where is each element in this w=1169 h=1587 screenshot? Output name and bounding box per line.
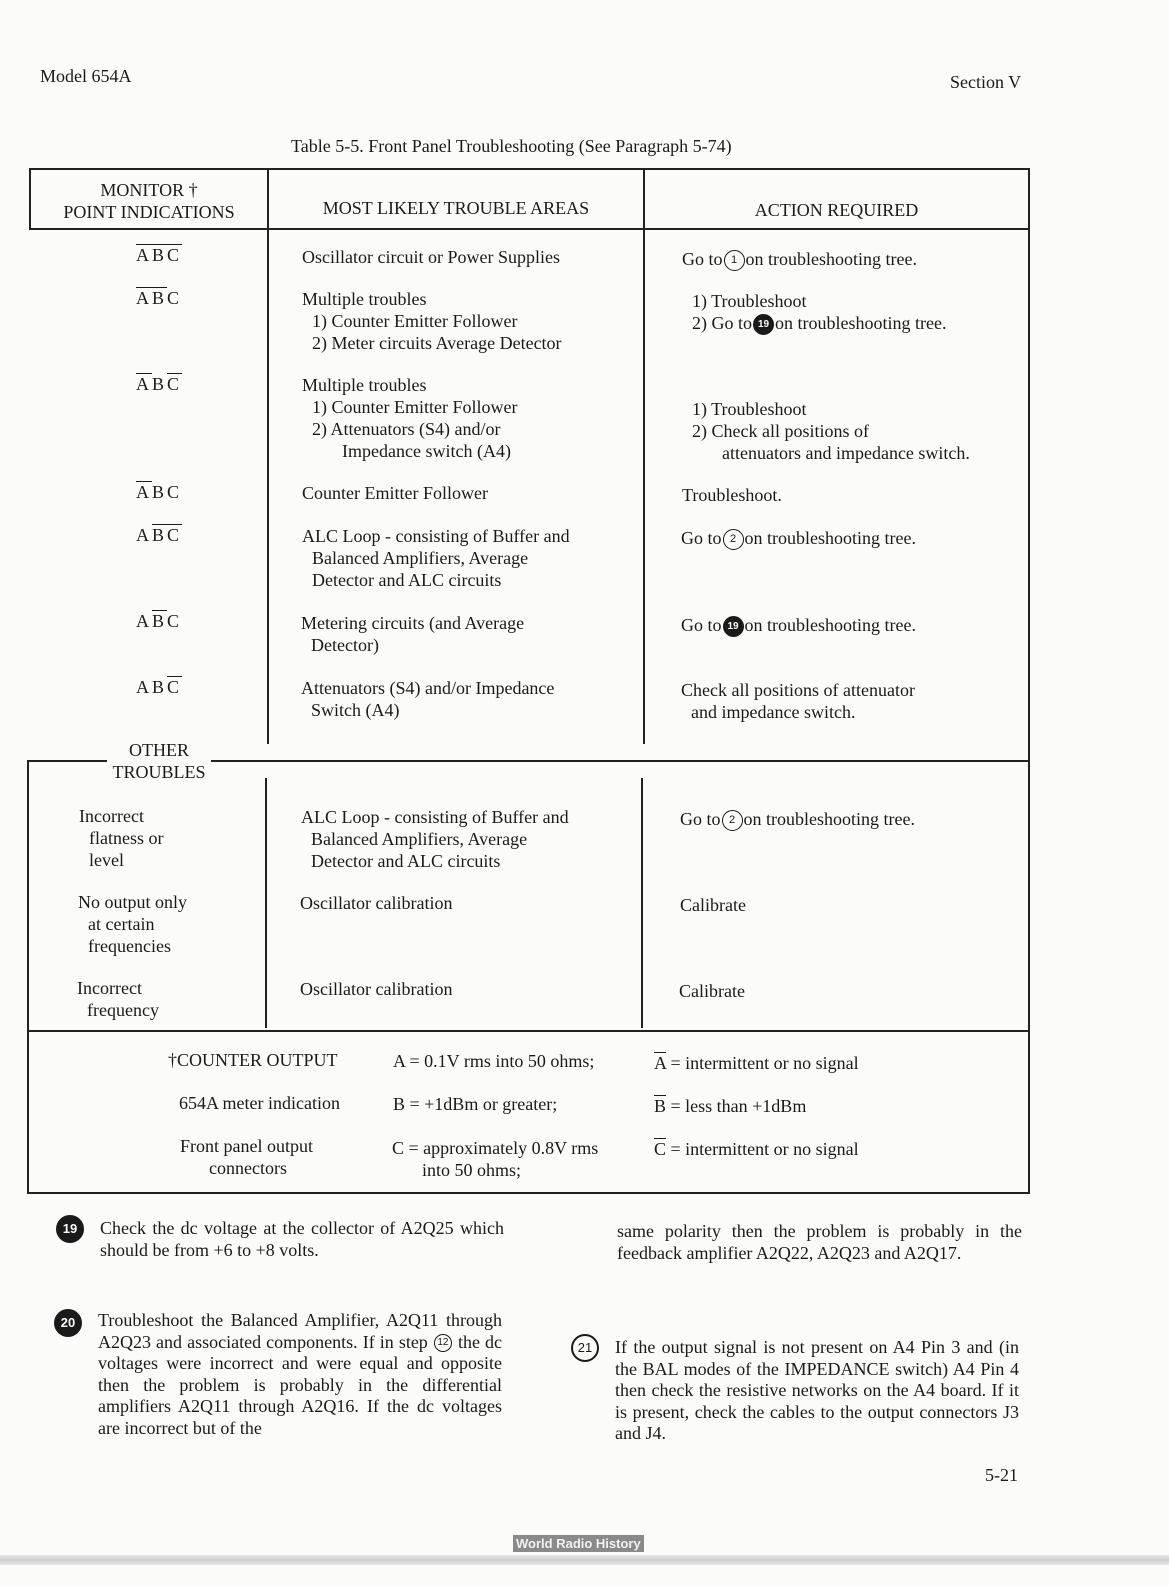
trouble-row4: Counter Emitter Follower bbox=[302, 483, 488, 503]
legend-def-a: A = 0.1V rms into 50 ohms; bbox=[393, 1051, 595, 1071]
monitor-line: frequency bbox=[87, 1000, 159, 1020]
legend-def-c bbox=[392, 1137, 598, 1181]
monitor-line: Incorrect bbox=[77, 978, 142, 998]
neg-def: = intermittent or no signal bbox=[666, 1139, 859, 1159]
action-row6 bbox=[681, 614, 916, 637]
legend-line: Front panel output bbox=[180, 1136, 313, 1156]
action-text: Go to bbox=[680, 809, 721, 829]
column-divider-2 bbox=[643, 168, 645, 744]
neg-letter: $\overline{B}$ bbox=[654, 1096, 667, 1116]
monitor-line: No output only bbox=[78, 892, 188, 912]
trouble-line: Switch (A4) bbox=[311, 700, 400, 720]
watermark: World Radio History bbox=[513, 1535, 644, 1552]
column-header-monitor bbox=[31, 179, 267, 223]
legend-label-connectors bbox=[180, 1135, 313, 1179]
legend-top-border bbox=[27, 1030, 1030, 1032]
other-trouble-row2: Oscillator calibration bbox=[300, 893, 453, 913]
column-divider-1-lower bbox=[265, 778, 267, 1028]
trouble-item: 1) Counter Emitter Follower bbox=[312, 397, 518, 417]
model-label: Model 654A bbox=[40, 66, 132, 86]
action-row1 bbox=[682, 248, 917, 271]
action-row5 bbox=[681, 527, 916, 550]
step-text: Troubleshoot the Balanced Amplifier, A2Q11 through A2Q23 and associated components. If in step bbox=[98, 1310, 502, 1352]
trouble-head: Multiple troubles bbox=[302, 289, 427, 309]
action-item: 2) Check all positions of bbox=[692, 421, 869, 441]
table-top-border bbox=[29, 168, 1030, 170]
action-text: on troubleshooting tree. bbox=[743, 809, 915, 829]
table-caption: Table 5-5. Front Panel Troubleshooting (See Paragraph 5-74) bbox=[291, 136, 732, 156]
trouble-row6 bbox=[301, 612, 524, 656]
table-right-border bbox=[1028, 168, 1030, 1194]
other-label-line2: TROUBLES bbox=[112, 762, 206, 782]
trouble-item: 2) Meter circuits Average Detector bbox=[312, 333, 562, 353]
step-21-icon bbox=[570, 1334, 600, 1362]
step-text: the dc voltages were incorrect and were equal and opposite then the problem is probably in the differential amplifiers A2Q11 through A2Q16. If the dc voltages are incorrect but of the bbox=[98, 1331, 502, 1438]
step-ref-icon: 19 bbox=[753, 314, 774, 335]
column-header-trouble: MOST LIKELY TROUBLE AREAS bbox=[322, 198, 590, 218]
monitor-indication-row5: $A\overline{B}\overline{C}$ bbox=[136, 525, 183, 545]
trouble-line: Metering circuits (and Average bbox=[301, 613, 525, 633]
trouble-line: Balanced Amplifiers, Average bbox=[312, 548, 529, 568]
step-number: 19 bbox=[56, 1215, 84, 1243]
section-label: Section V bbox=[950, 72, 1022, 92]
other-trouble-row1 bbox=[301, 806, 569, 872]
table-bottom-border bbox=[27, 1192, 1030, 1194]
scan-edge bbox=[0, 1555, 1169, 1565]
monitor-line: at certain bbox=[88, 914, 155, 934]
action-text: on troubleshooting tree. bbox=[744, 528, 916, 548]
trouble-line: Detector and ALC circuits bbox=[312, 570, 502, 590]
trouble-row7 bbox=[301, 677, 554, 721]
column-header-action: ACTION REQUIRED bbox=[754, 200, 919, 220]
trouble-line: Attenuators (S4) and/or Impedance bbox=[301, 678, 555, 698]
other-action-row2: Calibrate bbox=[680, 895, 746, 915]
step-number: 20 bbox=[54, 1309, 82, 1337]
action-text: 2) Go to bbox=[692, 313, 752, 333]
monitor-line: level bbox=[89, 850, 124, 870]
action-row4: Troubleshoot. bbox=[682, 485, 782, 505]
monitor-line: Incorrect bbox=[79, 806, 144, 826]
step-19-continuation: same polarity then the problem is probably in the feedback amplifier A2Q22, A2Q23 and A2Q17. bbox=[617, 1221, 1022, 1263]
other-divider-left bbox=[29, 760, 107, 762]
monitor-indication-row6: $A\overline{B}C$ bbox=[136, 611, 183, 631]
step-20-text bbox=[98, 1310, 502, 1439]
step-ref-icon: 2 bbox=[722, 810, 743, 831]
legend-line: C = approximately 0.8V rms bbox=[392, 1138, 599, 1158]
other-monitor-row3 bbox=[77, 977, 159, 1021]
monitor-indication-row7: $AB\overline{C}$ bbox=[136, 677, 183, 697]
action-row2 bbox=[692, 290, 946, 335]
legend-neg-c bbox=[654, 1138, 859, 1160]
legend-neg-b bbox=[654, 1095, 806, 1117]
step-20-icon bbox=[53, 1309, 83, 1337]
action-item: attenuators and impedance switch. bbox=[722, 443, 970, 463]
other-troubles-label bbox=[107, 739, 211, 783]
trouble-line: Balanced Amplifiers, Average bbox=[311, 829, 528, 849]
monitor-header-line1: MONITOR † bbox=[100, 180, 198, 200]
step-19-icon bbox=[55, 1215, 85, 1243]
other-action-row3: Calibrate bbox=[679, 981, 745, 1001]
trouble-item: 2) Attenuators (S4) and/or bbox=[312, 419, 501, 439]
monitor-indication-row4: $\overline{A}BC$ bbox=[136, 482, 183, 502]
table-left-border-lower bbox=[27, 760, 29, 1194]
action-line: Check all positions of attenuator bbox=[681, 680, 915, 700]
legend-def-b: B = +1dBm or greater; bbox=[393, 1094, 558, 1114]
action-text: Go to bbox=[681, 528, 722, 548]
neg-def: = less than +1dBm bbox=[666, 1096, 807, 1116]
step-number: 21 bbox=[571, 1334, 599, 1362]
trouble-line: Detector) bbox=[311, 635, 379, 655]
step-ref-icon: 12 bbox=[434, 1334, 452, 1352]
step-ref-icon: 1 bbox=[724, 250, 745, 271]
neg-def: = intermittent or no signal bbox=[666, 1053, 859, 1073]
action-row3 bbox=[692, 398, 970, 464]
trouble-row2 bbox=[302, 288, 562, 354]
action-text: on troubleshooting tree. bbox=[745, 249, 917, 269]
legend-label-meter: 654A meter indication bbox=[179, 1093, 340, 1113]
other-action-row1 bbox=[680, 808, 915, 831]
step-ref-icon: 19 bbox=[723, 616, 744, 637]
monitor-line: flatness or bbox=[89, 828, 164, 848]
page-number: 5-21 bbox=[985, 1465, 1018, 1485]
column-divider-2-lower bbox=[641, 778, 643, 1028]
action-item: 1) Troubleshoot bbox=[692, 399, 807, 419]
legend-neg-a bbox=[654, 1052, 859, 1074]
monitor-line: frequencies bbox=[88, 936, 171, 956]
action-text: on troubleshooting tree. bbox=[775, 313, 947, 333]
trouble-line: ALC Loop - consisting of Buffer and bbox=[302, 526, 570, 546]
step-ref-icon: 2 bbox=[723, 529, 744, 550]
legend-line: connectors bbox=[209, 1158, 287, 1178]
action-line: and impedance switch. bbox=[691, 702, 856, 722]
neg-letter: $\overline{A}$ bbox=[654, 1053, 667, 1073]
neg-letter: $\overline{C}$ bbox=[654, 1139, 667, 1159]
legend-line: into 50 ohms; bbox=[422, 1160, 522, 1180]
action-item: 1) Troubleshoot bbox=[692, 291, 807, 311]
other-monitor-row2 bbox=[78, 891, 187, 957]
other-label-line1: OTHER bbox=[129, 740, 189, 760]
monitor-indication-row2: $\overline{A}\overline{B}C$ bbox=[136, 288, 183, 308]
action-row7 bbox=[681, 679, 915, 723]
other-trouble-row3: Oscillator calibration bbox=[300, 979, 453, 999]
action-text: Go to bbox=[681, 615, 722, 635]
action-item bbox=[692, 312, 946, 335]
trouble-row3 bbox=[302, 374, 517, 462]
monitor-indication-row3: $\overline{A}B\overline{C}$ bbox=[136, 374, 183, 394]
trouble-row1: Oscillator circuit or Power Supplies bbox=[302, 247, 560, 267]
other-monitor-row1 bbox=[79, 805, 163, 871]
legend-label-counter: †COUNTER OUTPUT bbox=[168, 1050, 338, 1070]
header-bottom-border bbox=[29, 228, 1030, 230]
step-21-text: If the output signal is not present on A4 Pin 3 and (in the BAL modes of the IMPEDANCE switch) A4 Pin 4 then check the resistive networks on the A4 board. If it is present, check the cables to the output connectors J3 and J4. bbox=[615, 1337, 1019, 1443]
monitor-header-line2: POINT INDICATIONS bbox=[63, 202, 235, 222]
other-divider-right bbox=[211, 760, 1030, 762]
action-text: on troubleshooting tree. bbox=[744, 615, 916, 635]
trouble-line: Detector and ALC circuits bbox=[311, 851, 501, 871]
trouble-item: 1) Counter Emitter Follower bbox=[312, 311, 518, 331]
monitor-indication-row1: $\overline{A}\overline{B}\overline{C}$ bbox=[136, 245, 183, 265]
trouble-line: ALC Loop - consisting of Buffer and bbox=[301, 807, 569, 827]
step-19-text: Check the dc voltage at the collector of A2Q25 which should be from +6 to +8 volts. bbox=[100, 1218, 504, 1260]
action-text: Go to bbox=[682, 249, 723, 269]
trouble-row5 bbox=[302, 525, 570, 591]
trouble-head: Multiple troubles bbox=[302, 375, 427, 395]
trouble-item: Impedance switch (A4) bbox=[342, 441, 511, 461]
column-divider-1 bbox=[267, 168, 269, 744]
